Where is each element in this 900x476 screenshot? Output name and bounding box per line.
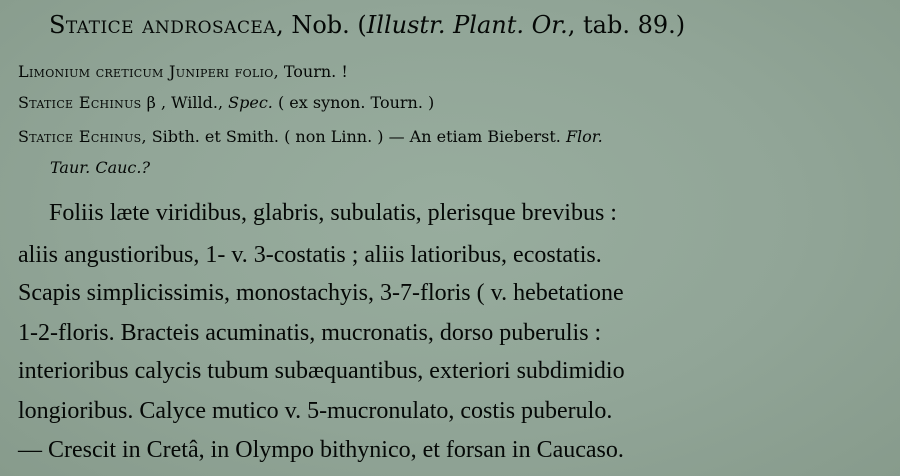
synonym-line-continuation bbox=[50, 158, 150, 177]
species-author: , Nob. ( bbox=[276, 11, 367, 39]
synonym-line bbox=[18, 127, 603, 146]
species-plate: , tab. 89.) bbox=[567, 11, 686, 39]
synonym-reference: Flor. bbox=[565, 127, 603, 146]
description-line: interioribus calycis tubum subæquantibus, exteriori subdimidio bbox=[18, 358, 625, 384]
synonym-name: Statice Echinus bbox=[18, 93, 142, 112]
synonym-line bbox=[18, 62, 348, 81]
synonym-name: Limonium creticum Juniperi folio bbox=[18, 62, 274, 81]
species-name: Statice androsacea bbox=[49, 11, 277, 39]
synonym-reference: Taur. Cauc.? bbox=[50, 158, 151, 177]
description-line: Scapis simplicissimis, monostachyis, 3-7-floris ( v. hebetatione bbox=[18, 280, 624, 306]
synonym-reference: Spec. bbox=[228, 93, 273, 112]
description-line: aliis angustioribus, 1- v. 3-costatis ; aliis latioribus, ecostatis. bbox=[18, 242, 602, 268]
synonym-variety: β , Willd., bbox=[141, 93, 229, 112]
description-line: — Crescit in Cretâ, in Olympo bithynico, et forsan in Caucaso. bbox=[18, 437, 624, 463]
species-heading bbox=[49, 11, 685, 39]
description-line: 1-2-floris. Bracteis acuminatis, mucronatis, dorso puberulis : bbox=[18, 320, 602, 346]
description-line: longioribus. Calyce mutico v. 5-mucronulato, costis puberulo. bbox=[18, 398, 613, 424]
description-line: Foliis læte viridibus, glabris, subulatis, plerisque brevibus : bbox=[49, 200, 617, 226]
synonym-name: Statice Echinus bbox=[18, 127, 142, 146]
species-reference: Illustr. Plant. Or. bbox=[366, 11, 568, 39]
synonym-source: , Tourn. ! bbox=[273, 62, 348, 81]
synonym-source: ( ex synon. Tourn. ) bbox=[272, 93, 435, 112]
synonym-source: , Sibth. et Smith. ( non Linn. ) — An etiam Bieberst. bbox=[141, 127, 566, 146]
synonym-line bbox=[18, 93, 434, 112]
